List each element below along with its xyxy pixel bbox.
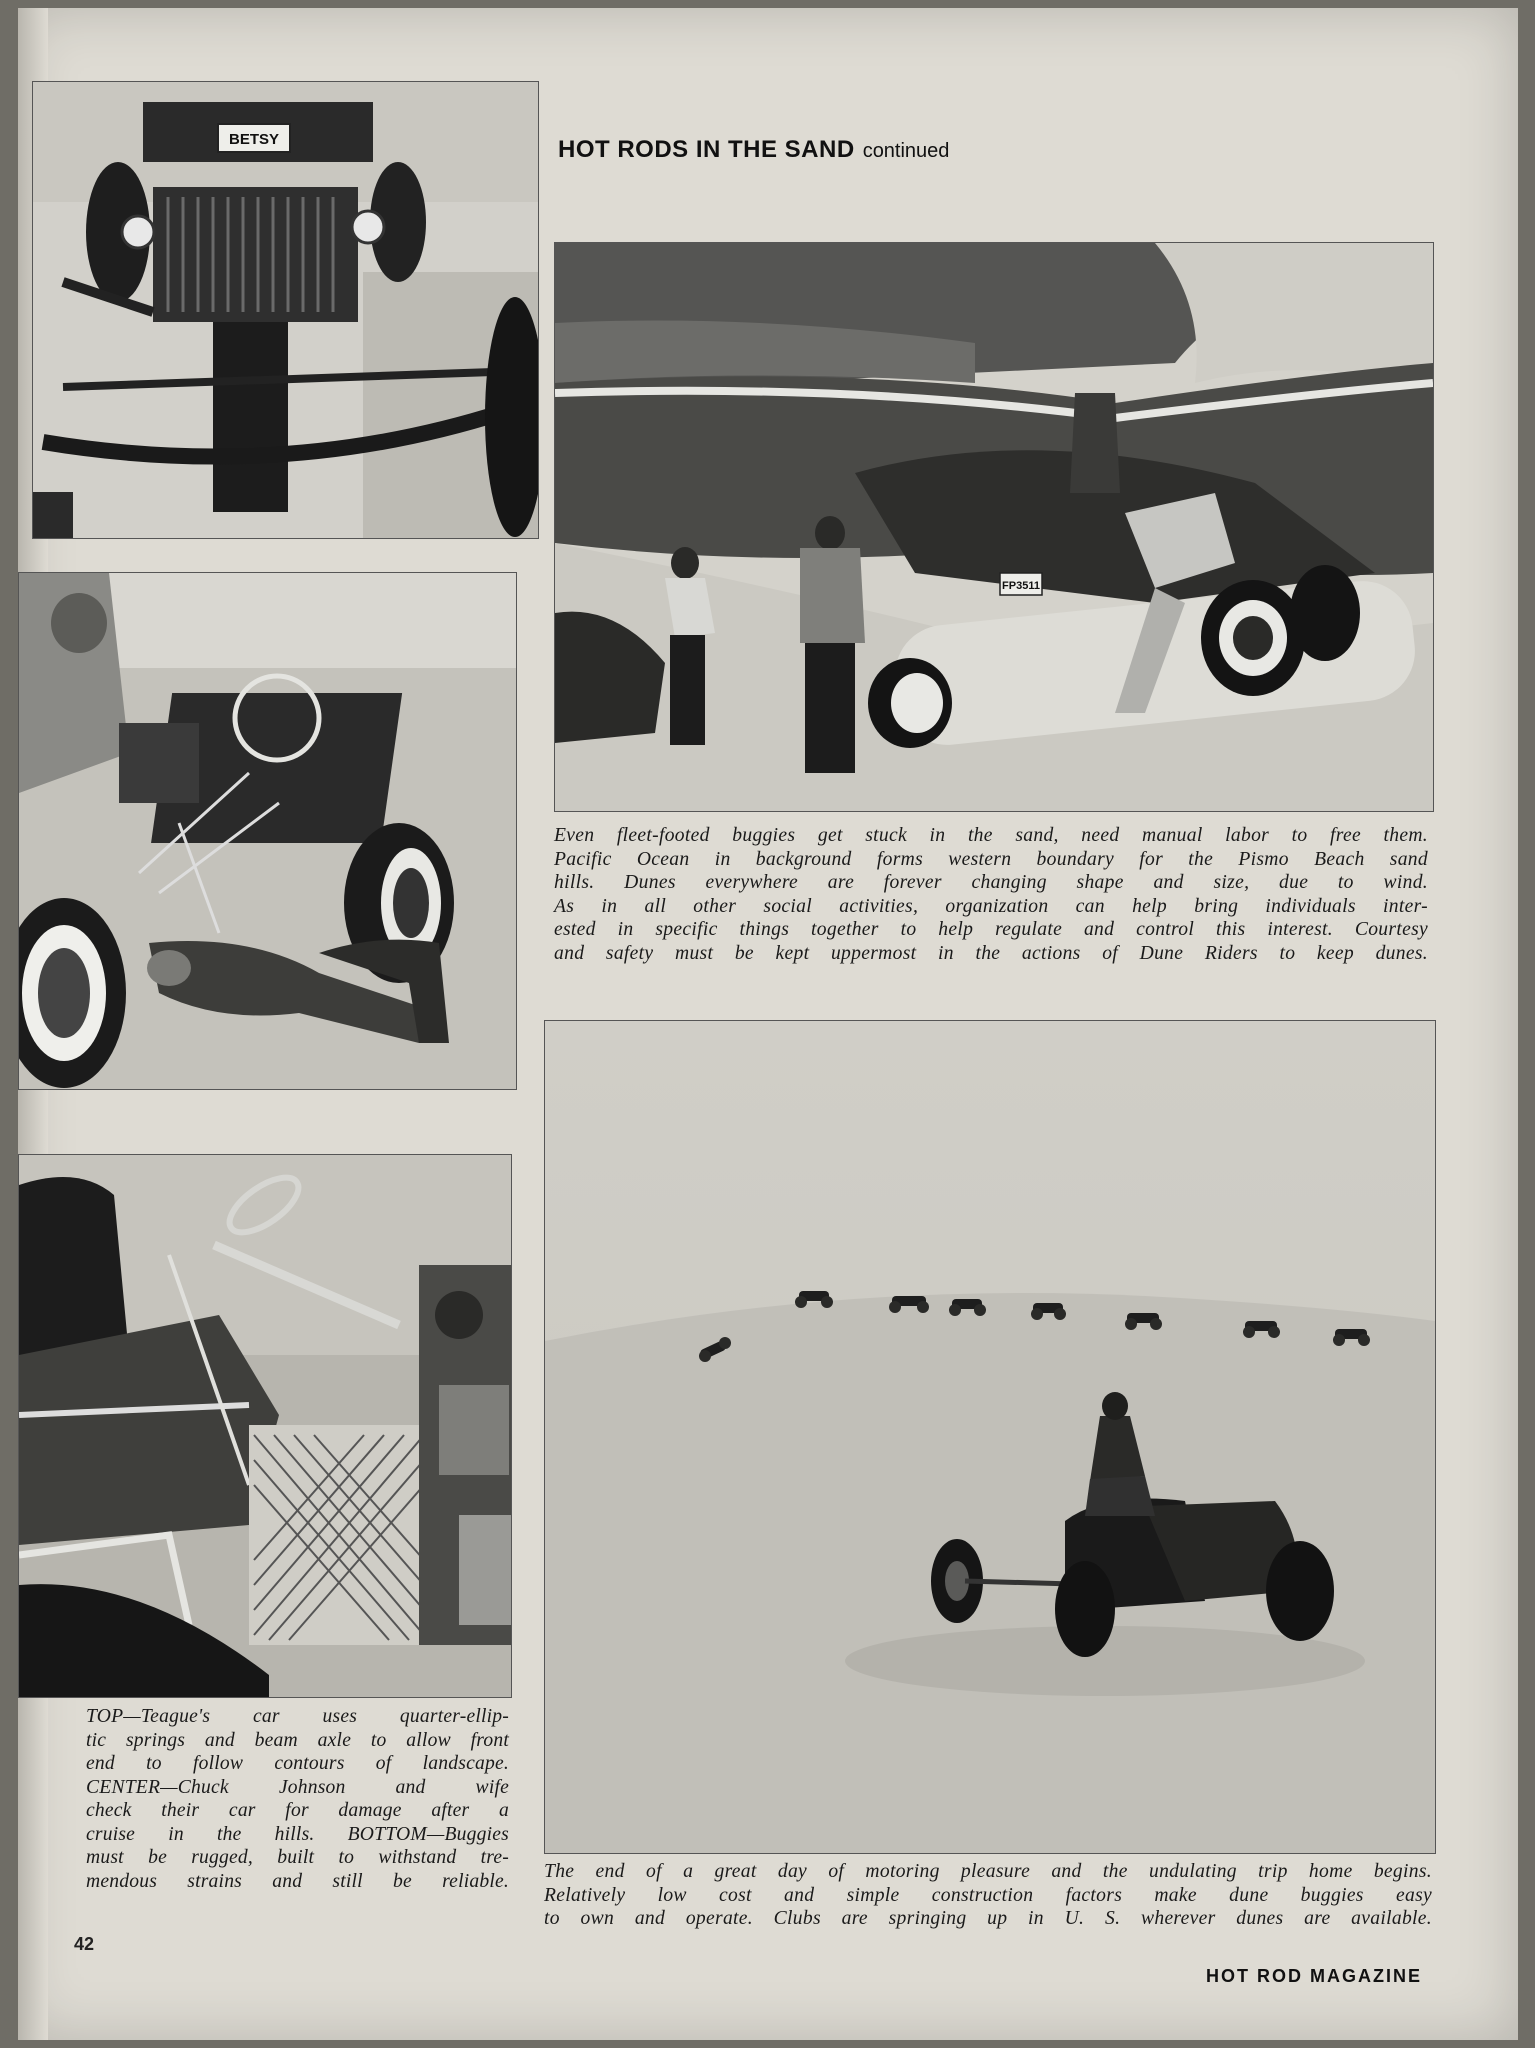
caption-line: Relatively low cost and simple construction factors make dune buggies easy (544, 1884, 1432, 1906)
caption-left-column (86, 1705, 509, 1893)
caption-line: hills. Dunes everywhere are forever changing shape and size, due to wind. (554, 872, 1428, 893)
caption-line: cruise in the hills. BOTTOM—Buggies (86, 1823, 509, 1845)
article-title: HOT RODS IN THE SAND (558, 136, 855, 163)
photo-top-left-buggy-front (32, 81, 539, 539)
photo-bottom-left-seat-engine (18, 1154, 512, 1698)
caption-line: The end of a great day of motoring pleasure and the undulating trip home begins. (544, 1861, 1432, 1882)
photo-center-left-couple-checking-car (18, 572, 517, 1090)
caption-line: CENTER—Chuck Johnson and wife (86, 1776, 509, 1798)
magazine-page (18, 8, 1518, 2040)
page-number: 42 (74, 1934, 95, 1954)
article-header (558, 136, 949, 164)
caption-line: tic springs and beam axle to allow front (86, 1729, 509, 1751)
photo-top-right-buggy-stuck (554, 242, 1434, 812)
caption-line: mendous strains and still be reliable. (86, 1870, 509, 1892)
caption-line: Even fleet-footed buggies get stuck in the sand, need manual labor to free them. (554, 825, 1428, 846)
caption-line: and safety must be kept uppermost in the actions of Dune Riders to keep dunes. (554, 942, 1428, 964)
article-continued-label: continued (862, 140, 950, 162)
caption-line: end to follow contours of landscape. (86, 1753, 509, 1774)
betsy-plate-text: BETSY (228, 131, 280, 148)
caption-line: must be rugged, built to withstand tre- (86, 1847, 509, 1868)
magazine-footer: HOT ROD MAGAZINE (1206, 1966, 1422, 1986)
caption-line: ested in specific things together to help regulate and control this interest. Courtesy (554, 919, 1428, 940)
caption-trip-home (544, 1860, 1432, 1931)
caption-line: As in all other social activities, organization can help bring individuals inter- (554, 895, 1428, 917)
caption-line: Pacific Ocean in background forms western boundary for the Pismo Beach sand (554, 848, 1428, 870)
caption-stuck-in-sand (554, 824, 1428, 965)
caption-line: check their car for damage after a (86, 1800, 509, 1821)
photo-bottom-right-dune-convoy (544, 1020, 1436, 1854)
caption-line: TOP—Teague's car uses quarter-ellip- (86, 1706, 509, 1727)
buggy-plate-text: FP3511 (1002, 580, 1040, 592)
caption-line: to own and operate. Clubs are springing up in U. S. wherever dunes are available. (544, 1908, 1432, 1929)
